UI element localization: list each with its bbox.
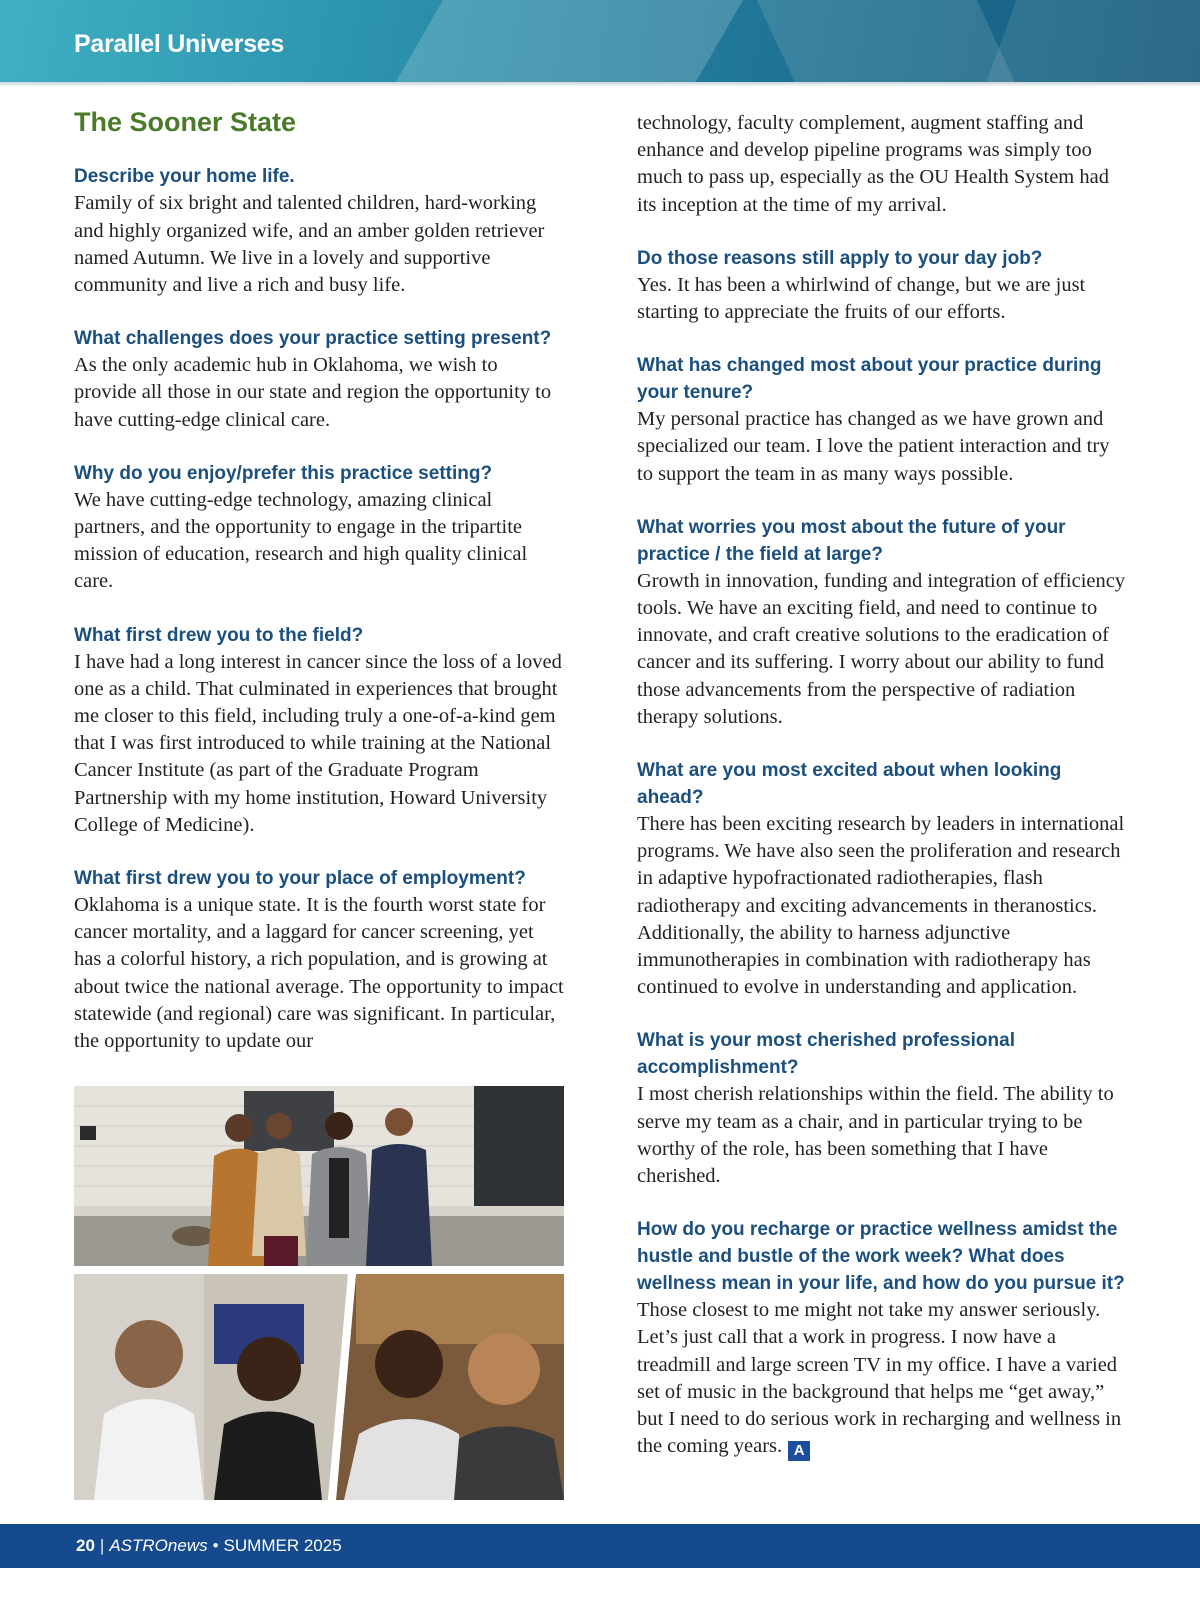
continuation-paragraph <box>637 110 1127 219</box>
answer: Growth in innovation, funding and integration of efficiency tools. We have an exciting field, and need to continue to innovate, and craft creative solutions to the eradication of cancer and its suffering. I worry about our ability to fund those advancements from the perspective of radiation therapy solutions. <box>637 569 1126 728</box>
answer: I most cherish relationships within the field. The ability to serve my team as a chair, and in particular trying to be worthy of the role, has been something that I have cherished. <box>637 1083 1114 1188</box>
question: How do you recharge or practice wellness amidst the hustle and bustle of the work week? What does wellness mean in your life, and how do you pursue it? <box>637 1219 1125 1295</box>
question: What challenges does your practice setting present? <box>74 328 552 350</box>
issue-label: SUMMER 2025 <box>223 1536 342 1555</box>
answer-continuation: technology, faculty complement, augment staffing and enhance and develop pipeline programs was simply too much to pass up, especially as the OU Health System had its inception at the time of my arrival. <box>637 112 1109 216</box>
qa-item <box>637 1027 1127 1190</box>
qa-item <box>637 757 1127 1001</box>
question: Describe your home life. <box>74 166 295 188</box>
astro-logo-icon: A <box>788 1441 810 1461</box>
answer: My personal practice has changed as we have grown and specialized our team. I love the patient interaction and try to support the team in as many ways possible. <box>637 408 1110 485</box>
question: Do those reasons still apply to your day job? <box>637 247 1043 269</box>
answer: There has been exciting research by leaders in international programs. We have also seen the proliferation and research in adaptive hypofractionated radiotherapies, flash radiotherapy and exciting advancements in theranostics. Additionally, the ability to harness adjunctive immunotherapies in combination with radiotherapy has continued to evolve in understanding and application. <box>637 813 1125 999</box>
footer-folio <box>76 1534 342 1558</box>
question: What are you most excited about when looking ahead? <box>637 760 1062 809</box>
answer: Those closest to me might not take my answer seriously. Let’s just call that a work in progress. I now have a treadmill and large screen TV in my office. I have a varied set of music in the background that helps me “get away,” but I need to do serious work in recharging and wellness in the coming years. <box>637 1299 1122 1458</box>
answer-last <box>637 1297 1127 1461</box>
page-footer <box>0 1524 1200 1568</box>
answer: We have cutting-edge technology, amazing clinical partners, and the opportunity to engage in the tripartite mission of education, research and high quality clinical care. <box>74 488 528 593</box>
question: What first drew you to the field? <box>74 624 364 646</box>
footer-bullet: • <box>212 1536 219 1555</box>
header-shadow <box>0 82 1200 87</box>
qa-item <box>637 352 1127 488</box>
collage-image <box>74 1274 564 1500</box>
qa-item <box>637 514 1127 731</box>
question: What worries you most about the future of your practice / the field at large? <box>637 516 1066 565</box>
question: Why do you enjoy/prefer this practice setting? <box>74 462 493 484</box>
qa-item <box>74 163 564 299</box>
answer: Oklahoma is a unique state. It is the fourth worst state for cancer mortality, and a laggard for cancer screening, yet has a colorful history, a rich population, and is growing at about twice the national average. The opportunity to impact statewide (and regional) care was significant. In particular, the opportunity to update our <box>74 894 564 1053</box>
answer: Yes. It has been a whirlwind of change, but we are just starting to appreciate the fruits of our efforts. <box>637 273 1086 324</box>
qa-item <box>74 865 564 1055</box>
qa-item <box>74 460 564 596</box>
article-heading: The Sooner State <box>74 107 297 137</box>
qa-item <box>74 622 564 839</box>
right-column <box>637 110 1127 1487</box>
question: What has changed most about your practice during your tenure? <box>637 355 1102 404</box>
publication-name: ASTROnews <box>109 1536 208 1555</box>
qa-item <box>74 325 564 434</box>
footer-separator: | <box>99 1536 105 1555</box>
left-column <box>74 106 564 1081</box>
photo-collage <box>74 1274 564 1500</box>
answer: I have had a long interest in cancer since the loss of a loved one as a child. That culminated in experiences that brought me closer to this field, including truly a one-of-a-kind gem that I was first introduced to while training at the National Cancer Institute (as part of the Graduate Program Partnership with my home institution, Howard University College of Medicine). <box>74 650 562 836</box>
section-title: Parallel Universes <box>74 30 285 58</box>
qa-item <box>637 245 1127 326</box>
answer: As the only academic hub in Oklahoma, we wish to provide all those in our state and region the opportunity to have cutting-edge clinical care. <box>74 354 552 431</box>
section-header-band <box>0 0 1200 82</box>
page-number: 20 <box>76 1536 95 1555</box>
question: What first drew you to your place of employment? <box>74 868 526 890</box>
group-photo-image <box>74 1086 564 1266</box>
question: What is your most cherished professional accomplishment? <box>637 1030 1015 1079</box>
answer: Family of six bright and talented children, hard-working and highly organized wife, and an amber golden retriever named Autumn. We live in a lovely and supportive community and live a rich and busy life. <box>74 192 545 296</box>
qa-item <box>637 1216 1127 1461</box>
group-photo <box>74 1086 564 1266</box>
